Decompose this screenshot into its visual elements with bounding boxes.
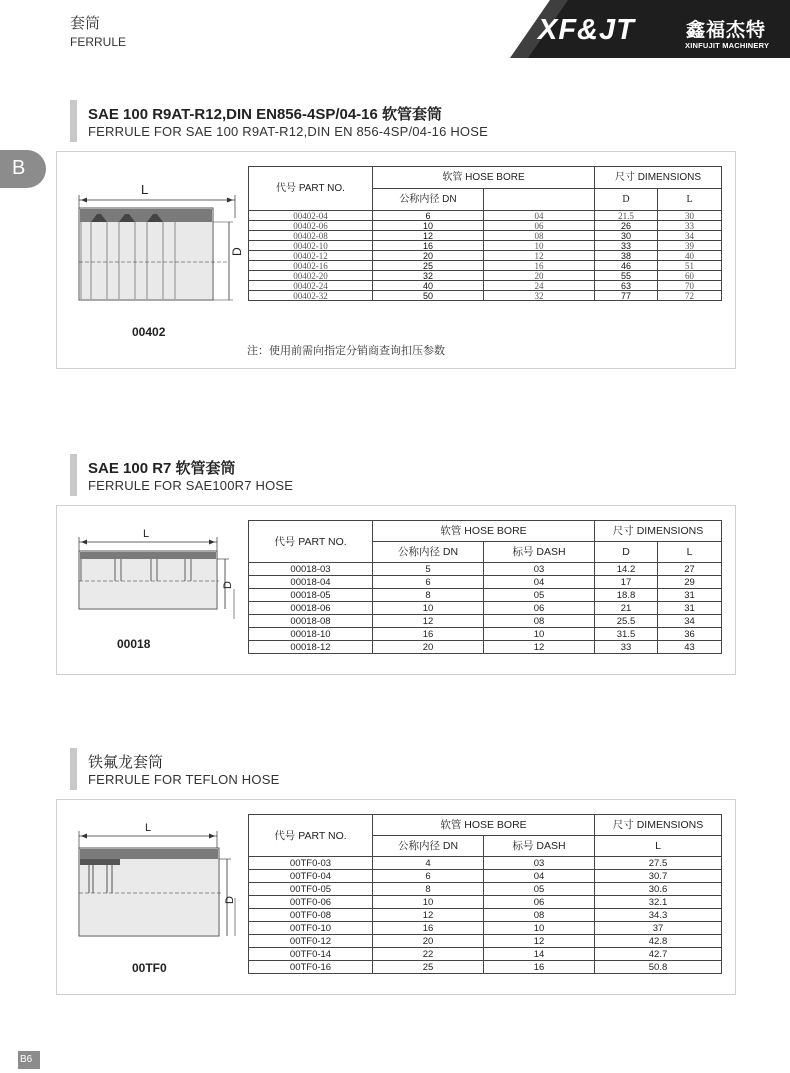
cell: 00402-04 <box>249 211 373 221</box>
cell: 8 <box>373 883 484 896</box>
cell: 6 <box>373 211 484 221</box>
cell: 25 <box>373 961 484 974</box>
cell: 30 <box>658 211 722 221</box>
cell: 00TF0-05 <box>249 883 373 896</box>
section-title: SAE 100 R9AT-R12,DIN EN856-4SP/04-16 软管套筒 <box>88 106 443 123</box>
table-row <box>249 896 722 909</box>
product-code: 00402 <box>132 325 166 339</box>
table-row <box>249 870 722 883</box>
cell: 10 <box>484 922 595 935</box>
cell: 38 <box>595 251 658 261</box>
cell: 4 <box>373 857 484 870</box>
table-row <box>249 628 722 641</box>
section-subtitle: FERRULE FOR SAE 100 R9AT-R12,DIN EN 856-4SP/04-16 HOSE <box>88 124 488 139</box>
cell: 08 <box>484 231 595 241</box>
product-panel-00018 <box>56 505 736 675</box>
section-bar <box>70 748 77 790</box>
cell: 51 <box>658 261 722 271</box>
cell: 00018-06 <box>249 602 373 615</box>
cell: 00402-08 <box>249 231 373 241</box>
cell: 06 <box>484 221 595 231</box>
cell: 32 <box>484 291 595 301</box>
cell: 00018-12 <box>249 641 373 654</box>
cell: 10 <box>373 896 484 909</box>
cell: 70 <box>658 281 722 291</box>
logo-subtitle: XINFUJIT MACHINERY <box>685 41 770 50</box>
spec-table-00018 <box>248 520 722 654</box>
table-row <box>249 935 722 948</box>
col-l: L <box>658 189 722 211</box>
cell: 00018-03 <box>249 563 373 576</box>
cell: 08 <box>484 615 595 628</box>
cell: 50.8 <box>595 961 722 974</box>
table-row <box>249 589 722 602</box>
cell: 16 <box>373 241 484 251</box>
cell: 5 <box>373 563 484 576</box>
section-subtitle: FERRULE FOR TEFLON HOSE <box>88 772 280 787</box>
col-dimensions: 尺寸 DIMENSIONS <box>595 167 722 189</box>
header-title-cn: 套筒 <box>70 15 101 32</box>
cell: 31.5 <box>595 628 658 641</box>
cell: 40 <box>658 251 722 261</box>
cell: 04 <box>484 576 595 589</box>
cell: 27.5 <box>595 857 722 870</box>
dim-diameter-label: D <box>224 896 236 904</box>
cell: 33 <box>595 241 658 251</box>
cell: 29 <box>658 576 722 589</box>
table-row <box>249 251 722 261</box>
col-l: L <box>658 542 722 563</box>
dim-length-label: L <box>145 822 152 834</box>
cell: 25.5 <box>595 615 658 628</box>
cell: 14 <box>484 948 595 961</box>
cell: 50 <box>373 291 484 301</box>
col-d: D <box>595 542 658 563</box>
cell: 04 <box>484 870 595 883</box>
product-panel-00402 <box>56 151 736 369</box>
cell: 30.7 <box>595 870 722 883</box>
cell: 42.7 <box>595 948 722 961</box>
logo-brand: XF&JT <box>538 14 635 46</box>
table-row <box>249 281 722 291</box>
section-title: SAE 100 R7 软管套筒 <box>88 460 236 477</box>
section-title: 铁氟龙套筒 <box>88 754 164 771</box>
col-dash <box>484 189 595 211</box>
table-row <box>249 563 722 576</box>
cell: 34.3 <box>595 909 722 922</box>
cell: 77 <box>595 291 658 301</box>
product-code: 00TF0 <box>132 961 167 975</box>
page-number: B6 <box>20 1054 33 1065</box>
table-row <box>249 231 722 241</box>
cell: 12 <box>373 231 484 241</box>
cell: 37 <box>595 922 722 935</box>
brand-logo <box>510 0 790 58</box>
section-tab <box>0 150 46 188</box>
table-row <box>249 291 722 301</box>
cell: 39 <box>658 241 722 251</box>
cell: 06 <box>484 602 595 615</box>
cell: 00402-12 <box>249 251 373 261</box>
cell: 00TF0-06 <box>249 896 373 909</box>
col-hose-bore: 软管 HOSE BORE <box>373 521 595 542</box>
cell: 20 <box>373 251 484 261</box>
cell: 00TF0-12 <box>249 935 373 948</box>
ferrule-drawing-00402 <box>67 174 247 324</box>
table-row <box>249 221 722 231</box>
cell: 42.8 <box>595 935 722 948</box>
cell: 00TF0-08 <box>249 909 373 922</box>
section-bar <box>70 454 77 496</box>
cell: 00TF0-03 <box>249 857 373 870</box>
cell: 63 <box>595 281 658 291</box>
cell: 00TF0-04 <box>249 870 373 883</box>
cell: 26 <box>595 221 658 231</box>
cell: 40 <box>373 281 484 291</box>
product-panel-00TF0 <box>56 799 736 995</box>
cell: 16 <box>484 961 595 974</box>
cell: 21.5 <box>595 211 658 221</box>
cell: 34 <box>658 231 722 241</box>
cell: 30 <box>595 231 658 241</box>
cell: 00018-10 <box>249 628 373 641</box>
cell: 04 <box>484 211 595 221</box>
cell: 55 <box>595 271 658 281</box>
cell: 00018-08 <box>249 615 373 628</box>
table-row <box>249 271 722 281</box>
table-row <box>249 909 722 922</box>
cell: 16 <box>373 922 484 935</box>
col-d: D <box>595 189 658 211</box>
cell: 6 <box>373 576 484 589</box>
table-row <box>249 883 722 896</box>
cell: 33 <box>658 221 722 231</box>
cell: 18.8 <box>595 589 658 602</box>
cell: 33 <box>595 641 658 654</box>
cell: 12 <box>484 251 595 261</box>
table-row <box>249 615 722 628</box>
cell: 12 <box>484 641 595 654</box>
cell: 00402-10 <box>249 241 373 251</box>
cell: 24 <box>484 281 595 291</box>
col-dimensions: 尺寸 DIMENSIONS <box>595 815 722 836</box>
cell: 31 <box>658 589 722 602</box>
cell: 12 <box>484 935 595 948</box>
table-row <box>249 948 722 961</box>
cell: 46 <box>595 261 658 271</box>
col-dn: 公称内径 DN <box>373 189 484 211</box>
col-dimensions: 尺寸 DIMENSIONS <box>595 521 722 542</box>
cell: 20 <box>373 935 484 948</box>
page-number-badge <box>18 1051 40 1069</box>
cell: 00402-20 <box>249 271 373 281</box>
cell: 08 <box>484 909 595 922</box>
cell: 20 <box>484 271 595 281</box>
table-row <box>249 241 722 251</box>
cell: 8 <box>373 589 484 602</box>
cell: 16 <box>373 628 484 641</box>
col-dn: 公称内径 DN <box>373 836 484 857</box>
cell: 00402-24 <box>249 281 373 291</box>
col-dash: 标号 DASH <box>484 542 595 563</box>
cell: 21 <box>595 602 658 615</box>
cell: 10 <box>373 221 484 231</box>
cell: 31 <box>658 602 722 615</box>
section-tab-label: B <box>12 157 26 179</box>
cell: 12 <box>373 615 484 628</box>
col-part-no: 代号 PART NO. <box>249 815 373 857</box>
col-hose-bore: 软管 HOSE BORE <box>373 167 595 189</box>
cell: 25 <box>373 261 484 271</box>
table-row <box>249 261 722 271</box>
ferrule-drawing-00018 <box>67 524 247 629</box>
cell: 6 <box>373 870 484 883</box>
section-subtitle: FERRULE FOR SAE100R7 HOSE <box>88 478 294 493</box>
cell: 00402-32 <box>249 291 373 301</box>
cell: 00018-05 <box>249 589 373 602</box>
cell: 27 <box>658 563 722 576</box>
col-hose-bore: 软管 HOSE BORE <box>373 815 595 836</box>
cell: 00402-16 <box>249 261 373 271</box>
cell: 36 <box>658 628 722 641</box>
cell: 00TF0-14 <box>249 948 373 961</box>
cell: 10 <box>484 628 595 641</box>
table-row <box>249 576 722 589</box>
product-code: 00018 <box>117 637 151 651</box>
col-part-no: 代号 PART NO. <box>249 521 373 563</box>
cell: 10 <box>373 602 484 615</box>
cell: 16 <box>484 261 595 271</box>
cell: 05 <box>484 883 595 896</box>
table-row <box>249 961 722 974</box>
cell: 00018-04 <box>249 576 373 589</box>
dim-diameter-label: D <box>222 581 234 589</box>
cell: 14.2 <box>595 563 658 576</box>
spec-table-00TF0 <box>248 814 722 974</box>
col-l: L <box>595 836 722 857</box>
section-bar <box>70 100 77 142</box>
cell: 72 <box>658 291 722 301</box>
header-title-en: FERRULE <box>70 35 127 49</box>
table-row <box>249 857 722 870</box>
spec-table-00402 <box>248 166 722 301</box>
cell: 43 <box>658 641 722 654</box>
logo-brand-cn: 鑫福杰特 <box>686 20 767 41</box>
cell: 03 <box>484 563 595 576</box>
cell: 00TF0-10 <box>249 922 373 935</box>
cell: 17 <box>595 576 658 589</box>
cell: 10 <box>484 241 595 251</box>
cell: 03 <box>484 857 595 870</box>
cell: 20 <box>373 641 484 654</box>
cell: 22 <box>373 948 484 961</box>
cell: 34 <box>658 615 722 628</box>
cell: 06 <box>484 896 595 909</box>
col-dn: 公称内径 DN <box>373 542 484 563</box>
cell: 00402-06 <box>249 221 373 231</box>
dim-length-label: L <box>141 182 149 197</box>
cell: 05 <box>484 589 595 602</box>
table-row <box>249 602 722 615</box>
dim-length-label: L <box>143 528 150 540</box>
col-dash: 标号 DASH <box>484 836 595 857</box>
cell: 00TF0-16 <box>249 961 373 974</box>
cell: 12 <box>373 909 484 922</box>
col-part-no: 代号 PART NO. <box>249 167 373 211</box>
crimp-note: 注：使用前需向指定分销商查询扣压参数 <box>247 345 445 357</box>
dim-diameter-label: D <box>230 247 244 256</box>
cell: 60 <box>658 271 722 281</box>
cell: 30.6 <box>595 883 722 896</box>
ferrule-drawing-00TF0 <box>67 818 247 943</box>
cell: 32 <box>373 271 484 281</box>
table-row <box>249 641 722 654</box>
table-row <box>249 211 722 221</box>
table-row <box>249 922 722 935</box>
cell: 32.1 <box>595 896 722 909</box>
